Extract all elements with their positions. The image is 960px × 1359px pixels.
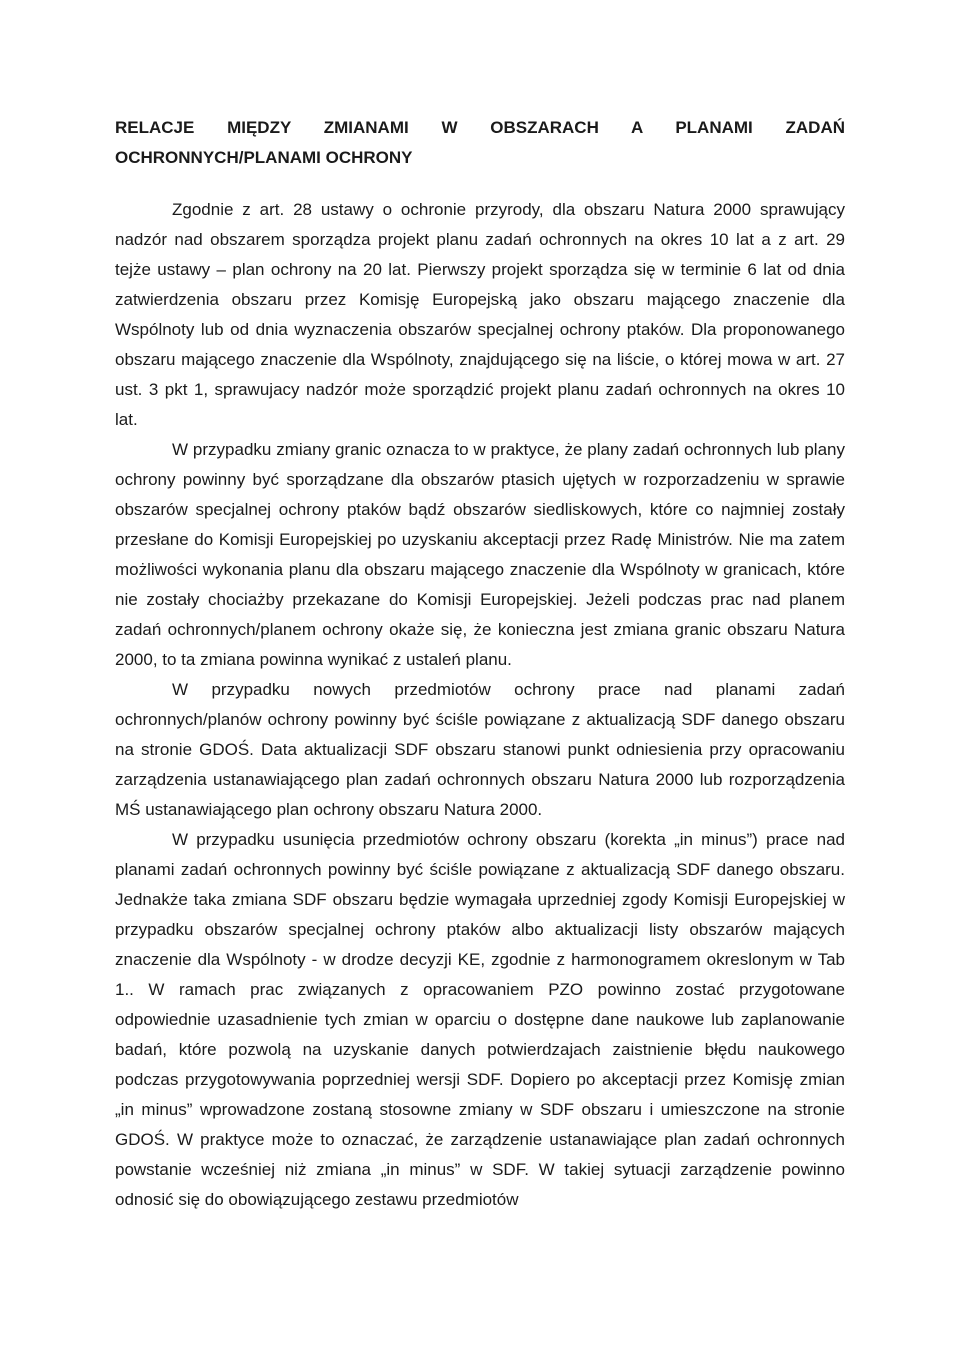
- document-body: [115, 113, 845, 1215]
- paragraph: W przypadku usunięcia przedmiotów ochrony obszaru (korekta „in minus”) prace nad planami zadań ochronnych powinny być ściśle powiązane z aktualizacją SDF danego obszaru. Jednakże taka zmiana SDF obszaru będzie wymagała uprzedniej zgody Komisji Europejskiej w przypadku obszarów specjalnej ochrony ptaków albo aktualizacji listy obszarów mających znaczenie dla Wspólnoty - w drodze decyzji KE, zgodnie z harmonogramem okreslonym w Tab 1.. W ramach prac związanych z opracowaniem PZO powinno zostać przygotowane odpowiednie uzasadnienie tych zmian w oparciu o dostępne dane naukowe lub zaplanowanie badań, które pozwolą na uzyskanie danych potwierdzajach zaistnienie błędu naukowego podczas przygotowywania poprzedniej wersji SDF. Dopiero po akceptacji przez Komisję zmian „in minus” wprowadzone zostaną stosowne zmiany w SDF obszaru i umieszczone na stronie GDOŚ. W praktyce może to oznaczać, że zarządzenie ustanawiające plan zadań ochronnych powstanie wcześniej niż zmiana „in minus” w SDF. W takiej sytuacji zarządzenie powinno odnosić się do obowiązującego zestawu przedmiotów: [115, 830, 845, 1209]
- paragraph: W przypadku nowych przedmiotów ochrony prace nad planami zadań ochronnych/planów ochrony powinny być ściśle powiązane z aktualizacją SDF danego obszaru na stronie GDOŚ. Data aktualizacji SDF obszaru stanowi punkt odniesienia przy opracowaniu zarządzenia ustanawiającego plan zadań ochronnych obszaru Natura 2000 lub rozporządzenia MŚ ustanawiającego plan ochrony obszaru Natura 2000.: [115, 680, 845, 819]
- paragraph: Zgodnie z art. 28 ustawy o ochronie przyrody, dla obszaru Natura 2000 sprawujący nadzór nad obszarem sporządza projekt planu zadań ochronnych na okres 10 lat a z art. 29 tejże ustawy – plan ochrony na 20 lat. Pierwszy projekt sporządza się w terminie 6 lat od dnia zatwierdzenia obszaru przez Komisję Europejską jako obszaru mającego znaczenie dla Wspólnoty lub od dnia wyznaczenia obszarów specjalnej ochrony ptaków. Dla proponowanego obszaru mającego znaczenie dla Wspólnoty, znajdującego się na liście, o której mowa w art. 27 ust. 3 pkt 1, sprawujacy nadzór może sporządzić projekt planu zadań ochronnych na okres 10 lat.: [115, 200, 845, 429]
- paragraph: W przypadku zmiany granic oznacza to w praktyce, że plany zadań ochronnych lub plany ochrony powinny być sporządzane dla obszarów ptasich ujętych w rozporzadzeniu w sprawie obszarów specjalnej ochrony ptaków bądź obszarów siedliskowych, które co najmniej zostały przesłane do Komisji Europejskiej po uzyskaniu akceptacji przez Radę Ministrów. Nie ma zatem możliwości wykonania planu dla obszaru mającego znaczenie dla Wspólnoty w granicach, które nie zostały chociażby przekazane do Komisji Europejskiej. Jeżeli podczas prac nad planem zadań ochronnych/planem ochrony okaże się, że konieczna jest zmiana granic obszaru Natura 2000, to ta zmiana powinna wynikać z ustaleń planu.: [115, 440, 845, 669]
- document-title: RELACJE MIĘDZY ZMIANAMI W OBSZARACH A PLANAMI ZADAŃ OCHRONNYCH/PLANAMI OCHRONY: [115, 118, 845, 167]
